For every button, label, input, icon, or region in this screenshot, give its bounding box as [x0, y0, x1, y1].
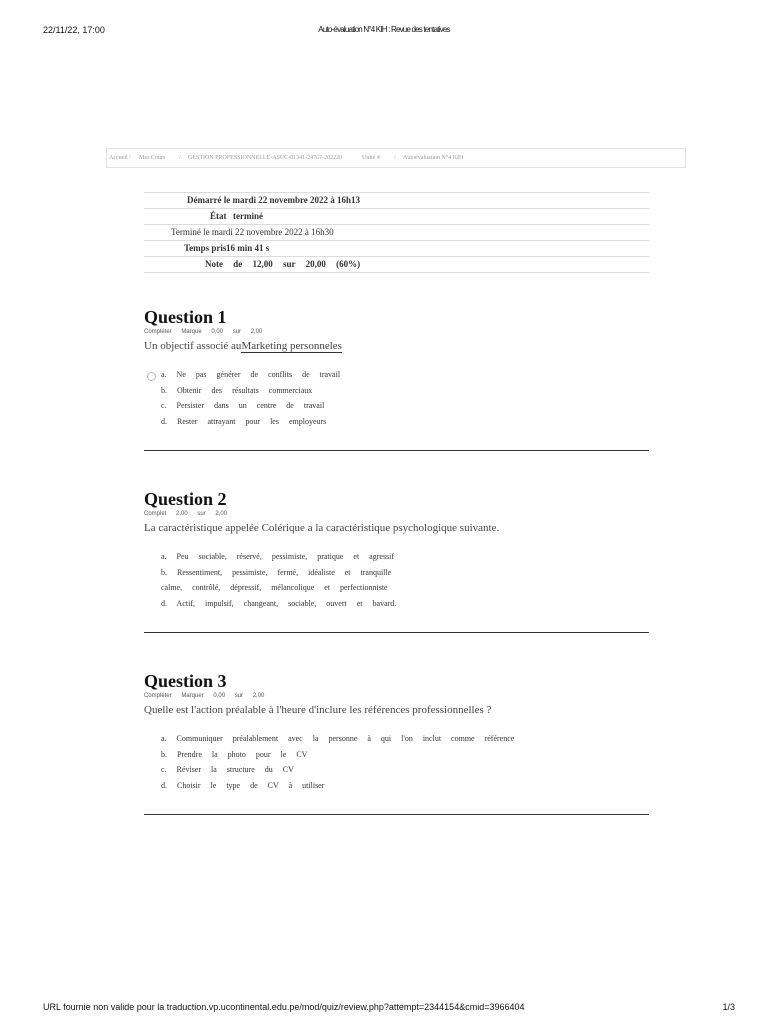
answer-label: c. Réviser la structure du CV	[161, 765, 294, 774]
summary-state-label: État	[210, 211, 227, 221]
answer-option-c[interactable]	[144, 583, 649, 599]
answer-label: a. Ne pas générer de conflits de travail	[161, 370, 341, 379]
print-footer	[0, 1002, 768, 1016]
answer-label: c. Persister dans un centre de travail	[161, 401, 325, 410]
question-meta: Compléter Marque 0,00 sur 2,00	[144, 329, 263, 335]
answer-label: d. Rester attrayant pour les employeurs	[161, 416, 327, 426]
answer-option-c[interactable]	[144, 401, 649, 417]
summary-time-label: Temps pris	[184, 243, 227, 253]
answer-label: b. Obtenir des résultats commerciaux	[161, 385, 313, 395]
question-text: La caractéristique appelée Colérique a la caractéristique psychologique suivante.	[144, 522, 500, 534]
attempt-summary-table	[144, 192, 649, 273]
question-2	[144, 488, 649, 614]
question-divider	[144, 632, 649, 633]
breadcrumb-separator: /	[394, 155, 396, 161]
summary-row-started	[144, 192, 649, 208]
question-text-prefix: Un objectif associé au	[144, 340, 242, 352]
summary-finished: Terminé le mardi 22 novembre 2022 à 16h30	[171, 227, 334, 237]
summary-grade: Note de 12,00 sur 20,00 (60%)	[205, 259, 361, 269]
question-meta: Compléter Marquer 0,00 sur 2,00	[144, 693, 265, 699]
answer-option-c[interactable]	[144, 765, 649, 781]
answer-label: b. Ressentiment, pessimiste, fermé, idéaliste et tranquille	[161, 567, 392, 577]
question-3	[144, 670, 649, 796]
answer-list	[144, 370, 649, 432]
answer-label: calme, contrôlé, dépressif, mélancolique et perfectionniste	[161, 583, 388, 592]
answer-option-a[interactable]	[144, 370, 649, 386]
answer-label: b. Prendre la photo pour le CV	[161, 749, 308, 759]
breadcrumb-course-link[interactable]: GESTION PROFESSIONNELLE-ASUC-01341-24767-202220	[188, 155, 343, 161]
question-text: Quelle est l'action préalable à l'heure d'inclure les références professionnelles ?	[144, 704, 492, 716]
summary-started: Démarré le mardi 22 novembre 2022 à 16h13	[187, 195, 361, 205]
question-title: Question 2	[144, 489, 227, 509]
print-date: 22/11/22, 17:00	[43, 25, 105, 35]
summary-row-finished	[144, 224, 649, 240]
question-1	[144, 306, 649, 432]
answer-list	[144, 552, 649, 614]
answer-option-b[interactable]	[144, 750, 649, 766]
answer-option-a[interactable]	[144, 734, 649, 750]
breadcrumb-my-courses-link[interactable]: Mes Cours	[139, 155, 166, 161]
radio-button[interactable]	[147, 372, 156, 381]
breadcrumb-separator: /	[179, 155, 181, 161]
answer-option-a[interactable]	[144, 552, 649, 568]
answer-label: a. Peu sociable, réservé, pessimiste, pratique et agressif	[161, 552, 395, 561]
breadcrumb-unit-link[interactable]: Unité 4	[362, 155, 380, 161]
answer-list	[144, 734, 649, 796]
summary-row-time	[144, 240, 649, 256]
question-meta: Complet 2,00 sur 2,00	[144, 511, 228, 517]
page-number: 1/3	[722, 1002, 735, 1012]
question-title: Question 3	[144, 671, 227, 691]
footer-url: URL fournie non valide pour la traduction.vp.ucontinental.edu.pe/mod/quiz/review.php?attempt=2344154&cmid=3966404	[43, 1002, 525, 1012]
question-title: Question 1	[144, 307, 227, 327]
answer-option-b[interactable]	[144, 568, 649, 584]
question-divider	[144, 450, 649, 451]
answer-label: d. Actif, impulsif, changeant, sociable, ouvert et bavard.	[161, 598, 397, 608]
question-divider	[144, 814, 649, 815]
question-text	[144, 340, 649, 356]
breadcrumb	[106, 148, 686, 168]
summary-row-grade	[144, 256, 649, 273]
answer-option-b[interactable]	[144, 386, 649, 402]
question-text-underlined: Marketing personnel	[241, 340, 333, 352]
breadcrumb-quiz-link[interactable]: Autoévaluation N°4 KIH	[403, 155, 464, 161]
summary-state-value: terminé	[233, 211, 263, 221]
print-header	[0, 25, 768, 39]
breadcrumb-home-link[interactable]: Accueil /	[109, 155, 131, 161]
summary-time-value: 16 min 41 s	[226, 243, 270, 253]
answer-option-d[interactable]	[144, 417, 649, 433]
print-title: Auto-évaluation N°4 KIH : Revue des tentatives	[318, 25, 450, 34]
answer-option-d[interactable]	[144, 781, 649, 797]
summary-row-state	[144, 208, 649, 224]
answer-label: a. Communiquer préalablement avec la personne à qui l'on inclut comme référence	[161, 734, 515, 743]
answer-option-d[interactable]	[144, 599, 649, 615]
answer-label: d. Choisir le type de CV à utiliser	[161, 780, 325, 790]
question-text-suffix: es	[332, 340, 342, 352]
